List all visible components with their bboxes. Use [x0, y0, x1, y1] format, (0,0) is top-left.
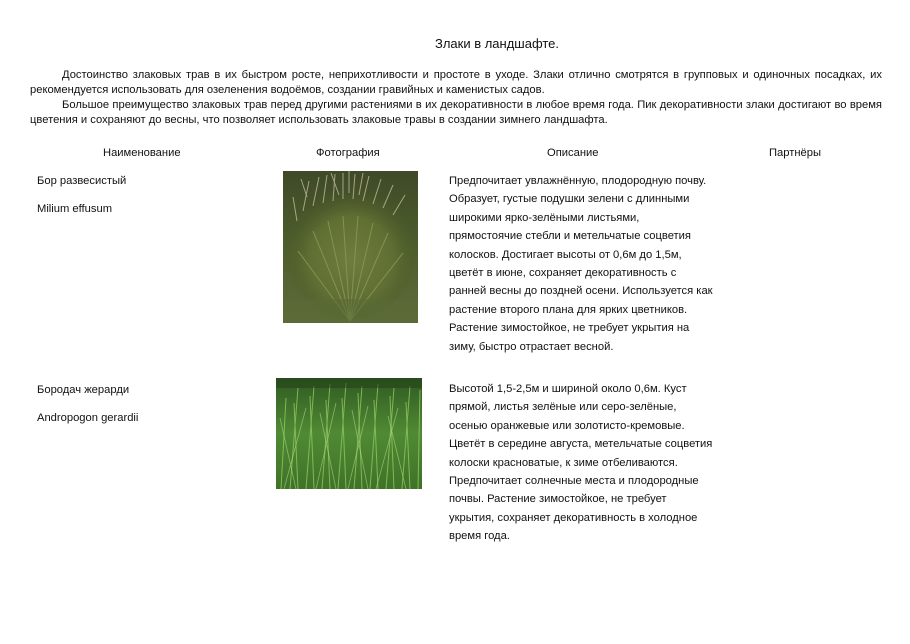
intro-paragraph: Достоинство злаковых трав в их быстром росте, неприхотливости и простоте в уходе. Злаки отлично смотрятся в групповых и одиночных посадках, их рекомендуется использовать для озеленения водоёмов, создании гравийных и каменистых садов.	[30, 69, 882, 96]
intro-paragraph: Большое преимущество злаковых трав перед другими растениями в их декоративности в любое время года. Пик декоративности злаки достигают во время цветения и сохраняют до весны, что позволяет использовать злаковые травы в создании зимнего ландшафта.	[30, 99, 882, 126]
header-description: Описание	[547, 147, 599, 159]
plant-photo	[283, 171, 418, 323]
intro-text	[30, 68, 882, 128]
plant-description: Высотой 1,5-2,5м и шириной около 0,6м. Куст прямой, листья зелёные или серо-зелёные, осенью оранжевые или золотисто-кремовые. Цветёт в середине августа, метельчатые соцветия колоски красноватые, к зиме отбеливаются. Предпочитает солнечные места и плодородные почвы. Растение зимостойкое, не требует укрытия, сохраняет декоративность в холодное время года.	[449, 383, 713, 543]
header-partners: Партнёры	[769, 147, 822, 159]
plant-photo	[276, 378, 422, 489]
header-name: Наименование	[103, 147, 181, 159]
plant-latin-name: Milium effusum	[37, 203, 113, 215]
plant-latin-name: Andropogon gerardii	[37, 412, 139, 424]
plant-description: Предпочитает увлажнённую, плодородную почву. Образует, густые подушки зелени с длинными широкими ярко-зелёными листьями, прямостоячие стебли и метельчатые соцветия колосков. Достигает высоты от 0,6м до 1,5м, цветёт в июне, сохраняет декоративность с ранней весны до поздней осени. Используется как растение второго плана для ярких цветников. Растение зимостойкое, не требует укрытия на зиму, быстро отрастает весной.	[449, 175, 713, 353]
plant-name: Бор развесистый	[37, 175, 127, 187]
header-photo: Фотография	[316, 147, 380, 159]
page-title: Злаки в ландшафте.	[434, 36, 560, 51]
plant-name: Бородач жерарди	[37, 384, 130, 396]
